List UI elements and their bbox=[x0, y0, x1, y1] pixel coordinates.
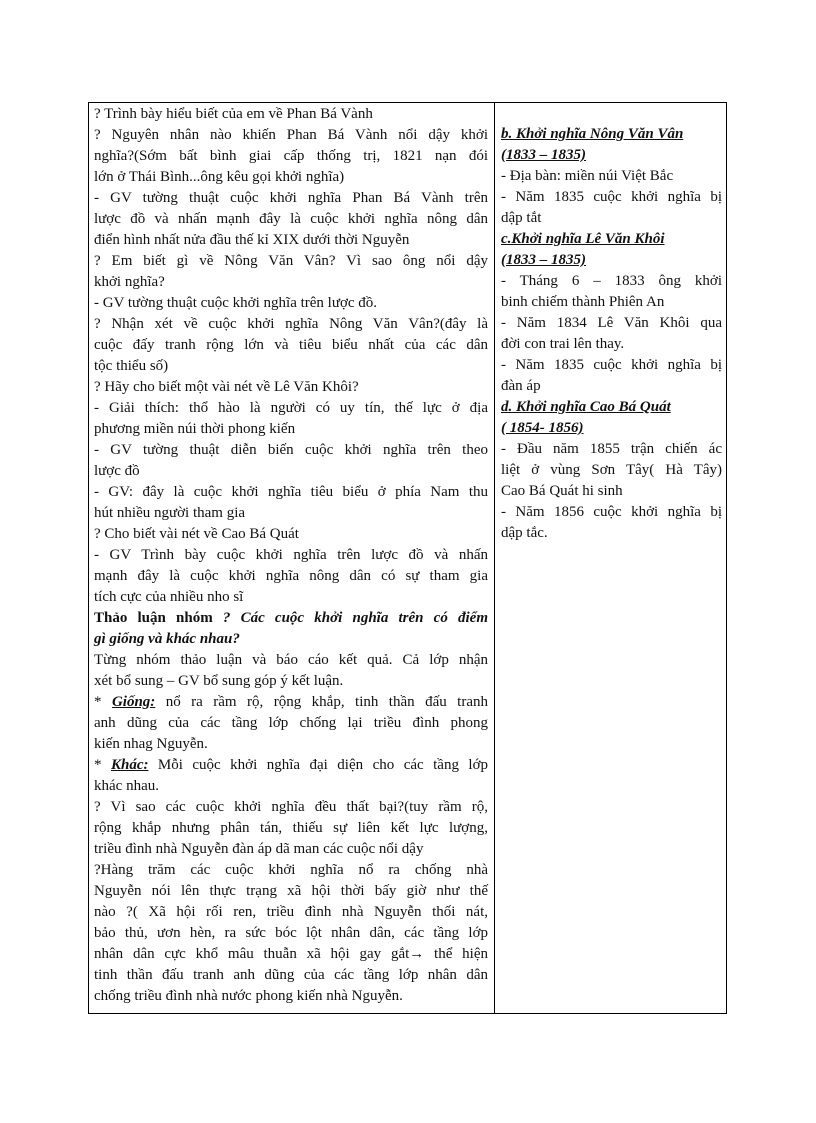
left-line bbox=[94, 797, 488, 818]
line-text: anh dũng của các tầng lớp chống lại triều đình phong bbox=[94, 715, 488, 731]
right-line bbox=[501, 502, 722, 523]
line-prefix: * bbox=[94, 757, 111, 773]
line-text: - Năm 1835 cuộc khởi nghĩa bị bbox=[501, 189, 722, 205]
right-line bbox=[501, 418, 722, 439]
left-line bbox=[94, 608, 488, 629]
right-line bbox=[501, 334, 722, 355]
line-text: ? Nhận xét về cuộc khởi nghĩa Nông Văn Vân?(đây là bbox=[94, 316, 488, 332]
line-text: - GV Trình bày cuộc khởi nghĩa trên lược đồ và nhấn bbox=[94, 547, 488, 563]
line-text: lược đồ bbox=[94, 463, 140, 479]
right-line bbox=[501, 124, 722, 145]
left-line bbox=[94, 566, 488, 587]
left-line bbox=[94, 587, 488, 608]
line-text: khác nhau. bbox=[94, 778, 159, 794]
left-line bbox=[94, 230, 488, 251]
lesson-table bbox=[88, 102, 727, 1014]
right-line bbox=[501, 523, 722, 544]
teacher-activities-column bbox=[89, 103, 495, 1013]
line-text: Mỗi cuộc khởi nghĩa đại diện cho các tầng lớp bbox=[148, 757, 489, 773]
right-line bbox=[501, 481, 722, 502]
line-text: - Giải thích: thổ hào là người có uy tín, thế lực ở địa bbox=[94, 400, 488, 416]
left-line bbox=[94, 944, 488, 965]
line-text: dập tắc. bbox=[501, 525, 548, 541]
line-text: rộng khắp nhưng phân tán, thiếu sự liên kết lực lượng, bbox=[94, 820, 488, 836]
line-text: ? Hãy cho biết một vài nét về Lê Văn Khôi? bbox=[94, 379, 359, 395]
line-text: tinh thần đấu tranh anh dũng của các tầng lớp nhân dân bbox=[94, 967, 488, 983]
left-line bbox=[94, 860, 488, 881]
discussion-question: ? Các cuộc khởi nghĩa trên có điểm bbox=[222, 610, 488, 626]
line-text: - Địa bàn: miền núi Việt Bắc bbox=[501, 168, 674, 184]
left-line bbox=[94, 965, 488, 986]
section-heading: c.Khởi nghĩa Lê Văn Khôi bbox=[501, 231, 665, 247]
line-text: Nguyễn nói lên thực trạng xã hội thời bấy giờ như thế bbox=[94, 883, 488, 899]
line-text: - GV tường thuật cuộc khởi nghĩa Phan Bá Vành trên bbox=[94, 190, 488, 206]
line-text: ? Cho biết vài nét về Cao Bá Quát bbox=[94, 526, 299, 542]
right-line bbox=[501, 439, 722, 460]
left-line bbox=[94, 188, 488, 209]
right-line bbox=[501, 145, 722, 166]
line-text: cuộc đấy tranh rộng lớn và tiêu biểu nhất của các dân bbox=[94, 337, 488, 353]
line-text: Từng nhóm thảo luận và báo cáo kết quả. Cả lớp nhận bbox=[94, 652, 488, 668]
left-line bbox=[94, 776, 488, 797]
left-line bbox=[94, 167, 488, 188]
line-text: binh chiếm thành Phiên An bbox=[501, 294, 665, 310]
line-text: Cao Bá Quát hi sinh bbox=[501, 483, 623, 499]
left-line bbox=[94, 650, 488, 671]
right-line bbox=[501, 271, 722, 292]
left-line bbox=[94, 524, 488, 545]
line-text: kiến nhag Nguyễn. bbox=[94, 736, 208, 752]
section-heading: (1833 – 1835) bbox=[501, 147, 586, 163]
left-line bbox=[94, 923, 488, 944]
comparison-label: Giống: bbox=[111, 694, 156, 710]
line-text: xét bổ sung – GV bổ sung góp ý kết luận. bbox=[94, 673, 344, 689]
line-text: - Tháng 6 – 1833 ông khởi bbox=[501, 273, 722, 289]
right-line bbox=[501, 376, 722, 397]
left-line bbox=[94, 356, 488, 377]
line-text: ? Vì sao các cuộc khởi nghĩa đều thất bại?(tuy rầm rộ, bbox=[94, 799, 488, 815]
right-line bbox=[501, 460, 722, 481]
left-line bbox=[94, 251, 488, 272]
line-text: - Năm 1835 cuộc khởi nghĩa bị bbox=[501, 357, 722, 373]
left-line bbox=[94, 629, 488, 650]
line-text: lớn ở Thái Bình...ông kêu gọi khởi nghĩa) bbox=[94, 169, 345, 185]
line-text: đời con trai lên thay. bbox=[501, 336, 625, 352]
line-text: đàn áp bbox=[501, 378, 541, 394]
left-line bbox=[94, 461, 488, 482]
left-line bbox=[94, 377, 488, 398]
lesson-content-column bbox=[495, 103, 726, 1013]
right-line bbox=[501, 397, 722, 418]
right-line bbox=[501, 229, 722, 250]
line-text: - Năm 1856 cuộc khởi nghĩa bị bbox=[501, 504, 722, 520]
line-text: phương miền núi thời phong kiến bbox=[94, 421, 296, 437]
right-line bbox=[501, 313, 722, 334]
line-prefix: * bbox=[94, 694, 112, 710]
line-text: tích cực của nhiều nho sĩ bbox=[94, 589, 244, 605]
line-text: bảo thủ, ươn hèn, ra sức bóc lột nhân dân, các tầng lớp bbox=[94, 925, 488, 941]
line-text: nhân dân cực khổ mâu thuẫn xã hội gay gắt→ thể hiện bbox=[94, 946, 488, 962]
left-line bbox=[94, 209, 488, 230]
section-heading: b. Khởi nghĩa Nông Văn Vân bbox=[501, 126, 684, 142]
right-line bbox=[501, 355, 722, 376]
left-line bbox=[94, 272, 488, 293]
right-line bbox=[501, 292, 722, 313]
section-heading: d. Khởi nghĩa Cao Bá Quát bbox=[501, 399, 671, 415]
line-text: ?Hàng trăm các cuộc khởi nghĩa nổ ra chống nhà bbox=[94, 862, 488, 878]
line-text: mạnh đây là cuộc khởi nghĩa nông dân có sự tham gia bbox=[94, 568, 488, 584]
right-line bbox=[501, 187, 722, 208]
line-text: - GV: đây là cuộc khởi nghĩa tiêu biểu ở phía Nam thu bbox=[94, 484, 488, 500]
section-heading: (1833 – 1835) bbox=[501, 252, 586, 268]
line-text: lược đồ và nhấn mạnh đây là cuộc khởi nghĩa nông dân bbox=[94, 211, 488, 227]
right-line bbox=[501, 250, 722, 271]
left-line bbox=[94, 293, 488, 314]
left-line bbox=[94, 440, 488, 461]
line-text: tộc thiểu số) bbox=[94, 358, 169, 374]
left-line bbox=[94, 398, 488, 419]
line-text: dập tắt bbox=[501, 210, 542, 226]
left-line bbox=[94, 146, 488, 167]
left-line bbox=[94, 986, 488, 1007]
line-text: triều đình nhà Nguyễn đàn áp dã man các cuộc nổi dậy bbox=[94, 841, 424, 857]
left-line bbox=[94, 482, 488, 503]
left-line bbox=[94, 314, 488, 335]
left-line bbox=[94, 419, 488, 440]
left-line bbox=[94, 818, 488, 839]
left-line bbox=[94, 104, 488, 125]
line-text: ? Trình bày hiểu biết của em về Phan Bá Vành bbox=[94, 106, 373, 122]
line-text: nào ?( Xã hội rối ren, triều đình nhà Nguyễn thối nát, bbox=[94, 904, 488, 920]
line-text: ? Em biết gì về Nông Văn Vân? Vì sao ông nổi dậy bbox=[94, 253, 488, 269]
line-text: điển hình nhất nửa đầu thế kỉ XIX dưới thời Nguyễn bbox=[94, 232, 410, 248]
line-text: - GV tường thuật diễn biến cuộc khởi nghĩa trên theo bbox=[94, 442, 488, 458]
left-line bbox=[94, 503, 488, 524]
right-line bbox=[501, 166, 722, 187]
left-line bbox=[94, 713, 488, 734]
left-line bbox=[94, 902, 488, 923]
line-text: hút nhiều người tham gia bbox=[94, 505, 246, 521]
line-text: nghĩa?(Sớm bất bình giai cấp thống trị, 1821 nạn đói bbox=[94, 148, 488, 164]
left-line bbox=[94, 881, 488, 902]
left-line bbox=[94, 545, 488, 566]
line-text: - Năm 1834 Lê Văn Khôi qua bbox=[501, 315, 722, 331]
line-text: khởi nghĩa? bbox=[94, 274, 165, 290]
line-prefix: Thảo luận nhóm bbox=[94, 610, 223, 626]
left-line bbox=[94, 839, 488, 860]
line-text: ? Nguyên nhân nào khiến Phan Bá Vành nổi dậy khởi bbox=[94, 127, 488, 143]
line-text: - Đầu năm 1855 trận chiến ác bbox=[501, 441, 722, 457]
left-line bbox=[94, 335, 488, 356]
comparison-label: Khác: bbox=[110, 757, 149, 773]
line-text: liệt ở vùng Sơn Tây( Hà Tây) bbox=[501, 462, 722, 478]
line-text: chống triều đình nhà nước phong kiến nhà Nguyễn. bbox=[94, 988, 403, 1004]
line-text: nổ ra rầm rộ, rộng khắp, tinh thần đấu tranh bbox=[155, 694, 489, 710]
discussion-question: gì giống và khác nhau? bbox=[94, 631, 240, 647]
right-line bbox=[501, 208, 722, 229]
left-line bbox=[94, 755, 488, 776]
section-heading: ( 1854- 1856) bbox=[501, 420, 584, 436]
left-line bbox=[94, 734, 488, 755]
left-line bbox=[94, 125, 488, 146]
line-text: - GV tường thuật cuộc khởi nghĩa trên lược đồ. bbox=[94, 295, 378, 311]
left-line bbox=[94, 692, 488, 713]
left-line bbox=[94, 671, 488, 692]
